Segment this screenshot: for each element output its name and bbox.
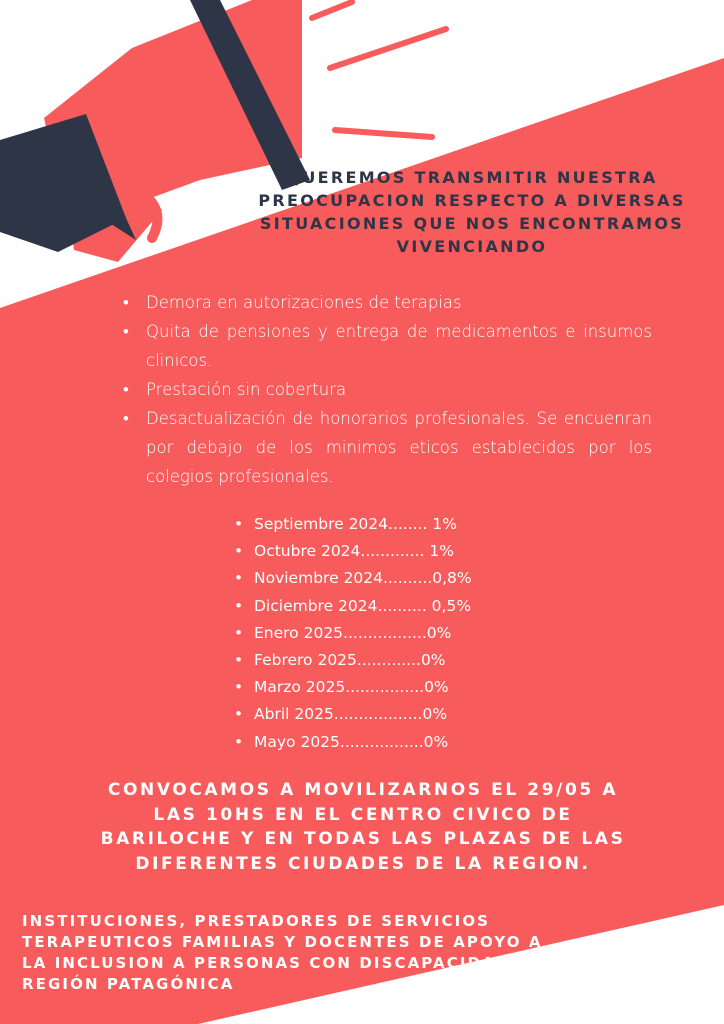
signature-line: LA INCLUSION A PERSONAS CON DISCAPACIDAD: [22, 954, 511, 972]
monthly-update-item: • Marzo 2025................0%: [232, 674, 472, 701]
monthly-updates-list: [232, 511, 472, 756]
call-to-action-line: DIFERENTES CIUDADES DE LA REGION.: [135, 853, 591, 874]
signature-line: TERAPEUTICOS FAMILIAS Y DOCENTES DE APOYO A: [22, 933, 543, 951]
headline-line: QUEREMOS TRANSMITIR NUESTRA: [286, 168, 658, 187]
monthly-update-item: • Abril 2025..................0%: [232, 701, 472, 728]
monthly-update-item: • Enero 2025.................0%: [232, 620, 472, 647]
headline: [238, 166, 706, 258]
headline-line: VIVENCIANDO: [396, 237, 548, 256]
monthly-update-item: • Mayo 2025.................0%: [232, 729, 472, 756]
call-to-action: [60, 778, 666, 876]
sound-waves-icon: [312, 2, 446, 137]
issue-item: • Demora en autorizaciones de terapias: [120, 288, 652, 317]
issue-item: • Prestación sin cobertura: [120, 375, 652, 404]
issue-item: • Desactualización de honorarios profesionales. Se encuenran por debajo de los minimos eticos establecidos por los colegios profesionales.: [120, 404, 652, 491]
call-to-action-line: BARILOCHE Y EN TODAS LAS PLAZAS DE LAS: [100, 829, 626, 849]
monthly-update-item: • Septiembre 2024........ 1%: [232, 511, 472, 538]
headline-line: SITUACIONES QUE NOS ENCONTRAMOS: [259, 214, 685, 233]
monthly-update-item: • Febrero 2025.............0%: [232, 647, 472, 674]
monthly-update-item: • Diciembre 2024.......... 0,5%: [232, 593, 472, 620]
signature-line: REGIÓN PATAGÓNICA: [22, 975, 235, 993]
signature-line: INSTITUCIONES, PRESTADORES DE SERVICIOS: [22, 912, 491, 930]
headline-line: PREOCUPACION RESPECTO A DIVERSAS: [258, 191, 686, 210]
monthly-update-item: • Octubre 2024............. 1%: [232, 538, 472, 565]
monthly-update-item: • Noviembre 2024..........0,8%: [232, 565, 472, 592]
call-to-action-line: CONVOCAMOS A MOVILIZARNOS EL 29/05 A: [107, 780, 619, 800]
issues-list: [120, 288, 652, 491]
call-to-action-line: LAS 10HS EN EL CENTRO CIVICO DE: [153, 804, 573, 825]
issue-item: • Quita de pensiones y entrega de medicamentos e insumos clinicos.: [120, 317, 652, 375]
signature-block: [22, 911, 622, 995]
